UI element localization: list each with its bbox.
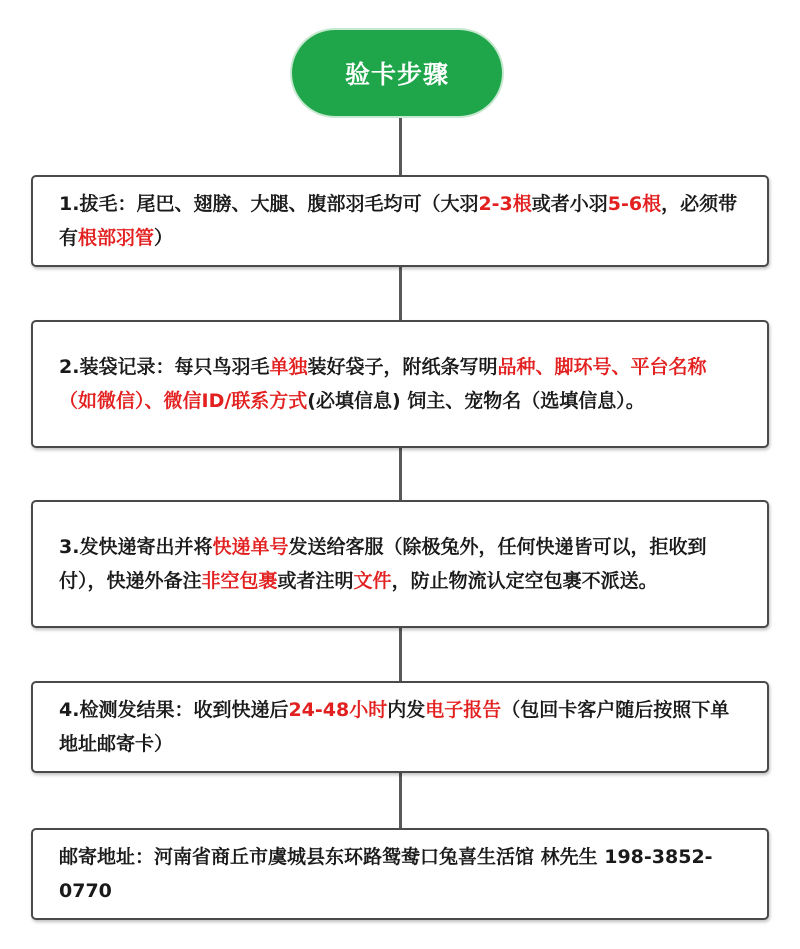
step-segment: 邮寄地址：河南省商丘市虞城县东环路鸳鸯口兔喜生活馆 林先生 198-3852-0770: [59, 846, 713, 902]
connector-line-2: [399, 448, 402, 500]
connector-line-1: [399, 267, 402, 320]
step-segment: （包回卡客户随后按照下单地址邮寄卡）: [59, 699, 730, 755]
highlight-text: 2-3根: [478, 193, 532, 215]
step-text-3: [59, 530, 741, 598]
step-segment: 1.拔毛：尾巴、翅膀、大腿、腹部羽毛均可（大羽: [59, 193, 479, 215]
step-segment: ，防止物流认定空包裹不派送。: [391, 570, 658, 592]
page-title: 验卡步骤: [344, 60, 449, 89]
step-segment: 或者注明: [277, 570, 354, 592]
highlight-text: 单独: [269, 356, 308, 378]
step-segment: 发送给客服（除极兔外，任何快递皆可以，拒收到付），快递外备注: [59, 536, 707, 592]
step-segment: 内发: [387, 699, 426, 721]
step-segment: ，必须带有: [59, 193, 738, 249]
highlight-text: 24-48小时: [288, 699, 388, 721]
highlight-text: 5-6根: [607, 193, 662, 215]
step-box-2: [31, 320, 769, 448]
step-segment: 或者小羽: [531, 193, 608, 215]
connector-line-0: [399, 116, 402, 175]
highlight-text: 快递单号: [212, 536, 289, 558]
step-segment: 3.发快递寄出并将: [59, 536, 213, 558]
step-box-4: [31, 681, 769, 773]
connector-line-4: [399, 773, 402, 828]
highlight-text: 非空包裹: [201, 570, 278, 592]
highlight-text: 文件: [353, 570, 392, 592]
highlight-text: 电子报告: [425, 699, 502, 721]
step-segment: 4.检测发结果：收到快递后: [59, 699, 289, 721]
title-pill: [292, 30, 502, 116]
highlight-text: 品种、脚环号、平台名称（如微信）、微信ID/联系方式: [59, 356, 707, 412]
step-segment: ）: [154, 227, 174, 249]
step-box-1: [31, 175, 769, 267]
step-box-3: [31, 500, 769, 628]
step-segment: (必填信息) 饲主、宠物名（选填信息）。: [307, 390, 645, 412]
step-text-2: [59, 350, 741, 418]
step-text-4: [59, 693, 741, 761]
step-segment: 2.装袋记录：每只鸟羽毛: [59, 356, 270, 378]
step-text-1: [59, 187, 741, 255]
address-text: [59, 840, 741, 908]
highlight-text: 根部羽管: [78, 227, 155, 249]
address-box: [31, 828, 769, 920]
step-segment: 装好袋子，附纸条写明: [307, 356, 498, 378]
connector-line-3: [399, 628, 402, 681]
